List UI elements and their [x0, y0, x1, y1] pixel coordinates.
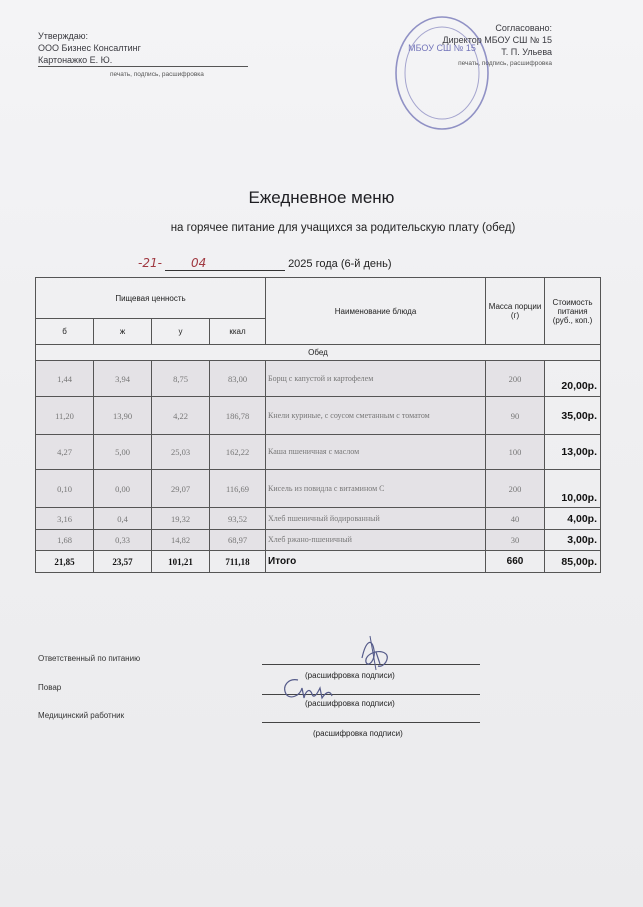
cell-price: 10,00р. — [545, 470, 601, 508]
date-month-field — [165, 256, 285, 271]
approval-org: ООО Бизнес Консалтинг — [38, 43, 141, 53]
approval-block — [38, 30, 248, 81]
protein-header: б — [36, 319, 94, 345]
cell-kcal: 116,69 — [210, 470, 266, 508]
cell-dish: Хлеб пшеничный йодированный — [266, 508, 486, 530]
table-row — [36, 530, 601, 551]
total-kcal: 711,18 — [210, 551, 266, 573]
cell-dish: Кнели куриные, с соусом сметанным с томатом — [266, 397, 486, 435]
cook-caption: (расшифровка подписи) — [305, 699, 395, 708]
cell-dish: Хлеб ржано-пшеничный — [266, 530, 486, 551]
date-day: -21- — [138, 256, 162, 270]
cell-protein: 1,44 — [36, 361, 94, 397]
cell-mass: 90 — [486, 397, 545, 435]
cell-carb: 4,22 — [152, 397, 210, 435]
agreement-caption: печать, подпись, расшифровка — [458, 60, 552, 67]
date-line — [138, 256, 391, 271]
cell-mass: 30 — [486, 530, 545, 551]
date-year: 2025 года (6-й день) — [288, 258, 392, 270]
cell-price: 20,00р. — [545, 361, 601, 397]
cell-fat: 0,33 — [94, 530, 152, 551]
stamp-text: МБОУ СШ № 15 — [408, 43, 476, 53]
table-row — [36, 470, 601, 508]
agreement-person: Т. П. Ульева — [501, 47, 552, 57]
cell-kcal: 162,22 — [210, 435, 266, 470]
cell-dish: Борщ с капустой и картофелем — [266, 361, 486, 397]
cell-mass: 100 — [486, 435, 545, 470]
total-fat: 23,57 — [94, 551, 152, 573]
cell-protein: 4,27 — [36, 435, 94, 470]
cell-dish: Каша пшеничная с маслом — [266, 435, 486, 470]
cost-header: Стоимость питания (руб., коп.) — [545, 278, 601, 345]
cell-fat: 5,00 — [94, 435, 152, 470]
page-title: Ежедневное меню — [248, 188, 395, 207]
cell-price: 35,00р. — [545, 397, 601, 435]
approval-caption: печать, подпись, расшифровка — [110, 71, 204, 78]
agreement-position: Директор МБОУ СШ № 15 — [442, 35, 552, 45]
responsible-label: Ответственный по питанию — [38, 654, 141, 663]
mass-header: Масса порции (г) — [486, 278, 545, 345]
cell-kcal: 68,97 — [210, 530, 266, 551]
responsible-caption: (расшифровка подписи) — [305, 671, 395, 680]
cell-kcal: 186,78 — [210, 397, 266, 435]
cell-carb: 19,32 — [152, 508, 210, 530]
table-row — [36, 508, 601, 530]
approval-label: Утверждаю: — [38, 31, 89, 41]
section-label: Обед — [36, 345, 601, 361]
cell-mass: 200 — [486, 361, 545, 397]
cell-price: 13,00р. — [545, 435, 601, 470]
medical-line — [262, 722, 480, 723]
medical-label: Медицинский работник — [38, 711, 125, 720]
dish-header: Наименование блюда — [266, 278, 486, 345]
cook-label: Повар — [38, 683, 62, 692]
cell-fat: 0,4 — [94, 508, 152, 530]
medical-caption: (расшифровка подписи) — [313, 729, 403, 738]
cell-protein: 11,20 — [36, 397, 94, 435]
table-row — [36, 397, 601, 435]
fat-header: ж — [94, 319, 152, 345]
total-row — [36, 551, 601, 573]
carb-header: у — [152, 319, 210, 345]
table-row — [36, 435, 601, 470]
cell-price: 3,00р. — [545, 530, 601, 551]
nutrition-header: Пищевая ценность — [36, 278, 266, 319]
menu-table — [35, 277, 601, 573]
handwritten-signatures — [258, 628, 408, 708]
page-subtitle: на горячее питание для учащихся за родительскую плату (обед) — [170, 222, 516, 234]
cell-carb: 14,82 — [152, 530, 210, 551]
cell-mass: 200 — [486, 470, 545, 508]
total-label: Итого — [266, 551, 486, 573]
cell-protein: 0,10 — [36, 470, 94, 508]
date-month: 04 — [191, 256, 207, 270]
cell-price: 4,00р. — [545, 508, 601, 530]
total-carb: 101,21 — [152, 551, 210, 573]
agreement-block — [392, 22, 552, 70]
cell-fat: 3,94 — [94, 361, 152, 397]
total-mass: 660 — [486, 551, 545, 573]
cell-carb: 8,75 — [152, 361, 210, 397]
cell-carb: 29,07 — [152, 470, 210, 508]
approval-person: Картонажко Е. Ю. — [38, 54, 248, 67]
total-protein: 21,85 — [36, 551, 94, 573]
agreement-label: Согласовано: — [495, 23, 552, 33]
cell-kcal: 93,52 — [210, 508, 266, 530]
cell-protein: 3,16 — [36, 508, 94, 530]
cell-fat: 0,00 — [94, 470, 152, 508]
cell-mass: 40 — [486, 508, 545, 530]
total-price: 85,00р. — [545, 551, 601, 573]
table-row — [36, 361, 601, 397]
cell-protein: 1,68 — [36, 530, 94, 551]
cell-kcal: 83,00 — [210, 361, 266, 397]
cell-fat: 13,90 — [94, 397, 152, 435]
cell-dish: Кисель из повидла с витамином С — [266, 470, 486, 508]
cell-carb: 25,03 — [152, 435, 210, 470]
kcal-header: ккал — [210, 319, 266, 345]
